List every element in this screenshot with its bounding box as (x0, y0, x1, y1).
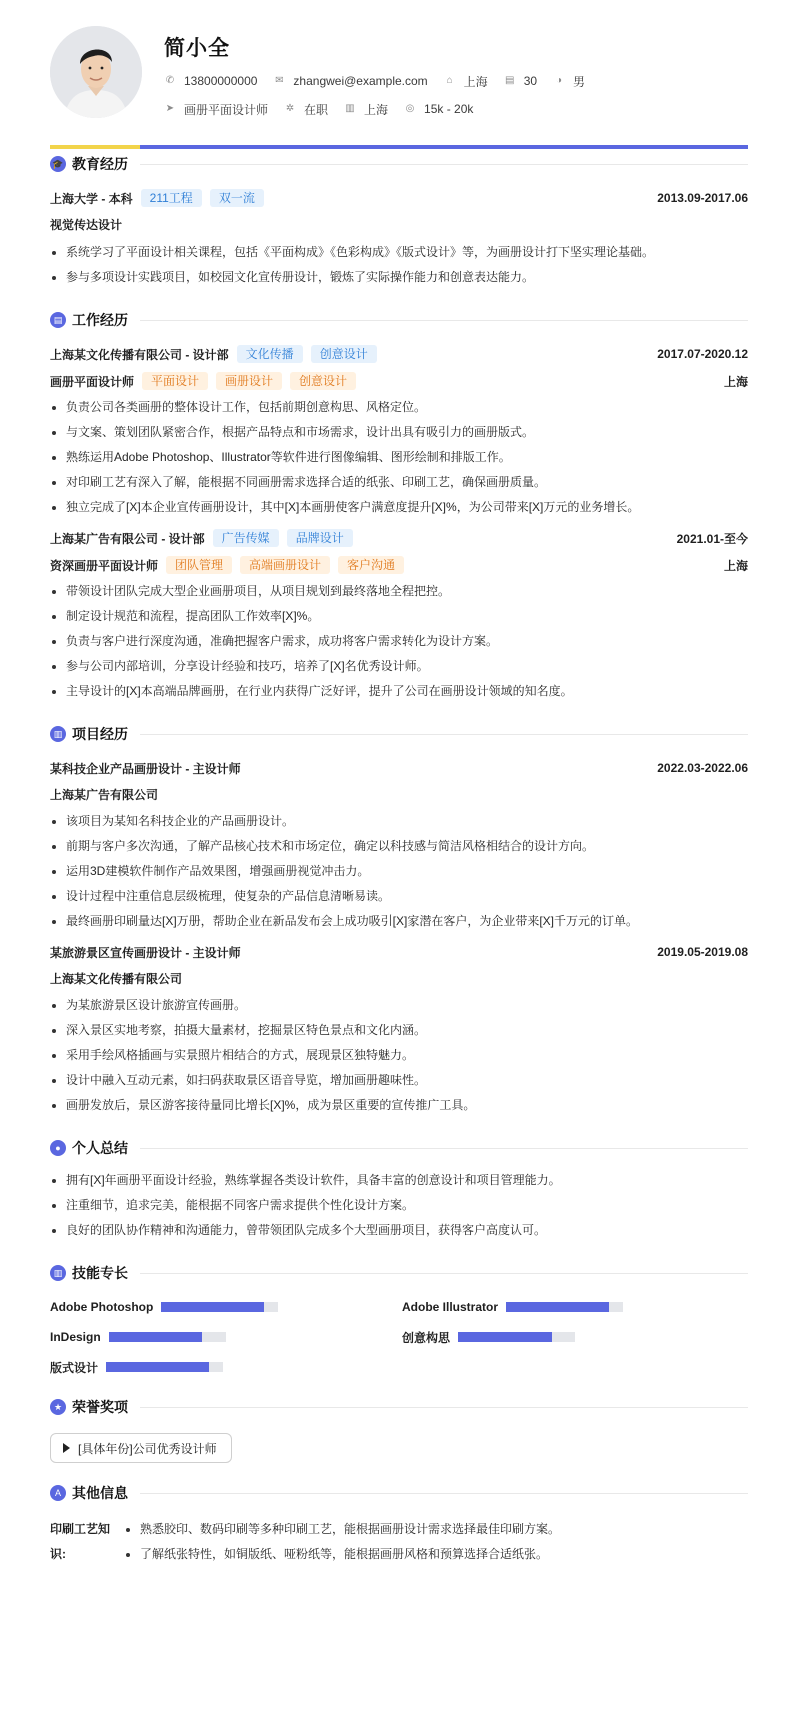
age-icon: ▤ (504, 75, 515, 86)
building-icon: ▥ (345, 103, 355, 114)
candidate-name: 简小全 (164, 37, 230, 60)
skill-item (50, 1329, 402, 1345)
send-icon: ➤ (165, 103, 175, 114)
list-item: 熟练运用Adobe Photoshop、Illustrator等软件进行图像编辑、图形绘制和排版工作。 (50, 445, 748, 470)
age-value: 30 (523, 74, 538, 88)
skill-name: 创意构思 (402, 1330, 451, 1345)
company-name: 上海某广告有限公司 - 设计部 (50, 531, 205, 546)
skills-grid (50, 1299, 748, 1375)
contact-row (164, 72, 601, 90)
project-title: 某旅游景区宣传画册设计 - 主设计师 (50, 945, 241, 960)
graduation-cap-icon: 🎓 (50, 156, 66, 172)
bar-chart-icon: ▥ (50, 726, 66, 742)
list-item: 设计中融入互动元素，如扫码获取景区语音导览，增加画册趣味性。 (50, 1068, 748, 1093)
status-value: 在职 (304, 102, 329, 117)
project-title: 某科技企业产品画册设计 - 主设计师 (50, 761, 241, 776)
list-item: 画册发放后，景区游客接待量同比增长[X]%，成为景区重要的宣传推广工具。 (50, 1093, 748, 1118)
section-education (50, 154, 748, 174)
section-title: 工作经历 (72, 312, 128, 328)
date-range: 2017.07-2020.12 (657, 347, 748, 361)
work-entry (50, 528, 748, 704)
list-item: 对印刷工艺有深入了解，能根据不同画册需求选择合适的纸张、印刷工艺，确保画册质量。 (50, 470, 748, 495)
phone-value: 13800000000 (184, 74, 258, 88)
award-text: [具体年份]公司优秀设计师 (78, 1441, 217, 1456)
phone-icon: ✆ (165, 75, 175, 86)
section-work (50, 310, 748, 330)
list-item: 独立完成了[X]本企业宣传画册设计，其中[X]本画册使客户满意度提升[X]%，为公司带来[X]万元的业务增长。 (50, 495, 748, 520)
tag: 211工程 (141, 189, 202, 207)
tag: 团队管理 (166, 556, 232, 574)
other-info (50, 1517, 748, 1567)
skill-bar (109, 1332, 226, 1342)
section-title: 个人总结 (72, 1140, 128, 1156)
bar-chart-icon: ▥ (50, 1265, 66, 1281)
major: 视觉传达设计 (50, 218, 123, 232)
other-label: 印刷工艺知识: (50, 1522, 111, 1561)
list-item: 制定设计规范和流程，提高团队工作效率[X]%。 (50, 604, 748, 629)
list-item: 与文案、策划团队紧密合作，根据产品特点和市场需求，设计出具有吸引力的画册版式。 (50, 420, 748, 445)
list-item: 该项目为某知名科技企业的产品画册设计。 (50, 809, 748, 834)
list-item: 带领设计团队完成大型企业画册项目，从项目规划到最终落地全程把控。 (50, 579, 748, 604)
briefcase-icon: ▤ (50, 312, 66, 328)
work-entry (50, 344, 748, 520)
list-item: 运用3D建模软件制作产品效果图，增强画册视觉冲击力。 (50, 859, 748, 884)
list-item: 良好的团队协作精神和沟通能力，曾带领团队完成多个大型画册项目，获得客户高度认可。 (50, 1218, 748, 1243)
skill-item (402, 1299, 748, 1315)
tag: 广告传媒 (213, 529, 279, 547)
home-icon: ⌂ (446, 75, 453, 86)
project-entry (50, 942, 748, 1118)
list-item: 系统学习了平面设计相关课程，包括《平面构成》《色彩构成》《版式设计》等，为画册设计打下坚实理论基础。 (50, 240, 748, 265)
skill-bar (506, 1302, 623, 1312)
target-city-value: 上海 (364, 102, 389, 117)
list-item: 设计过程中注重信息层级梳理，使复杂的产品信息清晰易读。 (50, 884, 748, 909)
tag: 平面设计 (142, 372, 208, 390)
skill-item (50, 1299, 402, 1315)
date-range: 2019.05-2019.08 (657, 945, 748, 959)
expand-arrow-icon (63, 1443, 70, 1453)
skill-item (50, 1359, 402, 1375)
tag: 品牌设计 (287, 529, 353, 547)
skill-bar (161, 1302, 278, 1312)
location: 上海 (723, 558, 748, 573)
skill-bar-fill (161, 1302, 264, 1312)
header-divider (50, 145, 748, 149)
gender-value: 男 (573, 74, 586, 89)
job-intent-row (164, 100, 601, 118)
list-item: 负责与客户进行深度沟通，准确把握客户需求，成功将客户需求转化为设计方案。 (50, 629, 748, 654)
section-title: 教育经历 (72, 156, 128, 172)
list-item: 采用手绘风格插画与实景照片相结合的方式，展现景区独特魅力。 (50, 1043, 748, 1068)
list-item: 深入景区实地考察，拍摄大量素材，挖掘景区特色景点和文化内涵。 (50, 1018, 748, 1043)
award-item[interactable] (50, 1433, 232, 1463)
avatar-image (50, 26, 142, 118)
list-item: 熟悉胶印、数码印刷等多种印刷工艺，能根据画册设计需求选择最佳印刷方案。 (124, 1517, 560, 1542)
list-item: 前期与客户多次沟通，了解产品核心技术和市场定位，确定以科技感与简洁风格相结合的设计方向。 (50, 834, 748, 859)
section-summary (50, 1138, 748, 1158)
education-entry (50, 188, 748, 290)
skill-name: 版式设计 (50, 1360, 99, 1375)
skill-item (402, 1329, 748, 1345)
tag: 创意设计 (311, 345, 377, 363)
city-value: 上海 (463, 74, 488, 89)
section-title: 其他信息 (72, 1485, 128, 1501)
salary-icon: ◎ (405, 103, 415, 114)
tag: 客户沟通 (338, 556, 404, 574)
list-item: 为某旅游景区设计旅游宣传画册。 (50, 993, 748, 1018)
tag: 高端画册设计 (240, 556, 330, 574)
project-company: 上海某文化传播有限公司 (50, 972, 183, 986)
list-item: 注重细节，追求完美，能根据不同客户需求提供个性化设计方案。 (50, 1193, 748, 1218)
list-item: 了解纸张特性，如铜版纸、哑粉纸等，能根据画册风格和预算选择合适纸张。 (124, 1542, 560, 1567)
list-item: 拥有[X]年画册平面设计经验，熟练掌握各类设计软件，具备丰富的创意设计和项目管理能力。 (50, 1168, 748, 1193)
section-projects (50, 724, 748, 744)
section-title: 荣誉奖项 (72, 1399, 128, 1415)
list-item: 参与公司内部培训，分享设计经验和技巧，培养了[X]名优秀设计师。 (50, 654, 748, 679)
award-icon: ★ (50, 1399, 66, 1415)
position-value: 画册平面设计师 (184, 102, 269, 117)
tag: 创意设计 (290, 372, 356, 390)
list-item: 参与多项设计实践项目，如校园文化宣传册设计，锻炼了实际操作能力和创意表达能力。 (50, 265, 748, 290)
tag: 文化传播 (237, 345, 303, 363)
status-icon: ✲ (285, 103, 295, 114)
job-role: 画册平面设计师 (50, 374, 135, 389)
tag: 双一流 (210, 189, 264, 207)
job-role: 资深画册平面设计师 (50, 558, 159, 573)
project-company: 上海某广告有限公司 (50, 788, 159, 802)
section-awards (50, 1397, 748, 1417)
list-item: 最终画册印刷量达[X]万册，帮助企业在新品发布会上成功吸引[X]家潜在客户，为企业带来[X]千万元的订单。 (50, 909, 748, 934)
location: 上海 (723, 374, 748, 389)
skill-bar-fill (506, 1302, 609, 1312)
section-title: 项目经历 (72, 726, 128, 742)
salary-value: 15k - 20k (424, 102, 474, 116)
list-item: 负责公司各类画册的整体设计工作，包括前期创意构思、风格定位。 (50, 395, 748, 420)
info-icon: A (50, 1485, 66, 1501)
school-name: 上海大学 - 本科 (50, 191, 133, 206)
skill-bar-fill (106, 1362, 209, 1372)
mail-icon: ✉ (275, 75, 284, 86)
section-other (50, 1483, 748, 1503)
project-entry (50, 758, 748, 934)
section-title: 技能专长 (72, 1265, 128, 1281)
company-name: 上海某文化传播有限公司 - 设计部 (50, 347, 229, 362)
resume-header (50, 0, 748, 140)
skill-name: Adobe Photoshop (50, 1300, 154, 1314)
skill-bar-fill (109, 1332, 203, 1342)
date-range: 2022.03-2022.06 (657, 761, 748, 775)
gender-icon: ◑ (556, 75, 563, 86)
skill-bar (458, 1332, 575, 1342)
date-range: 2013.09-2017.06 (657, 191, 748, 205)
date-range: 2021.01-至今 (676, 531, 748, 546)
skill-name: Adobe Illustrator (402, 1300, 499, 1314)
section-skills (50, 1263, 748, 1283)
avatar (50, 26, 142, 118)
tag: 画册设计 (216, 372, 282, 390)
summary-list (50, 1168, 748, 1243)
skill-name: InDesign (50, 1330, 101, 1344)
list-item: 主导设计的[X]本高端品牌画册，在行业内获得广泛好评，提升了公司在画册设计领域的知名度。 (50, 679, 748, 704)
email-value: zhangwei@example.com (293, 74, 428, 88)
skill-bar (106, 1362, 223, 1372)
skill-bar-fill (458, 1332, 552, 1342)
user-icon: ● (50, 1140, 66, 1156)
